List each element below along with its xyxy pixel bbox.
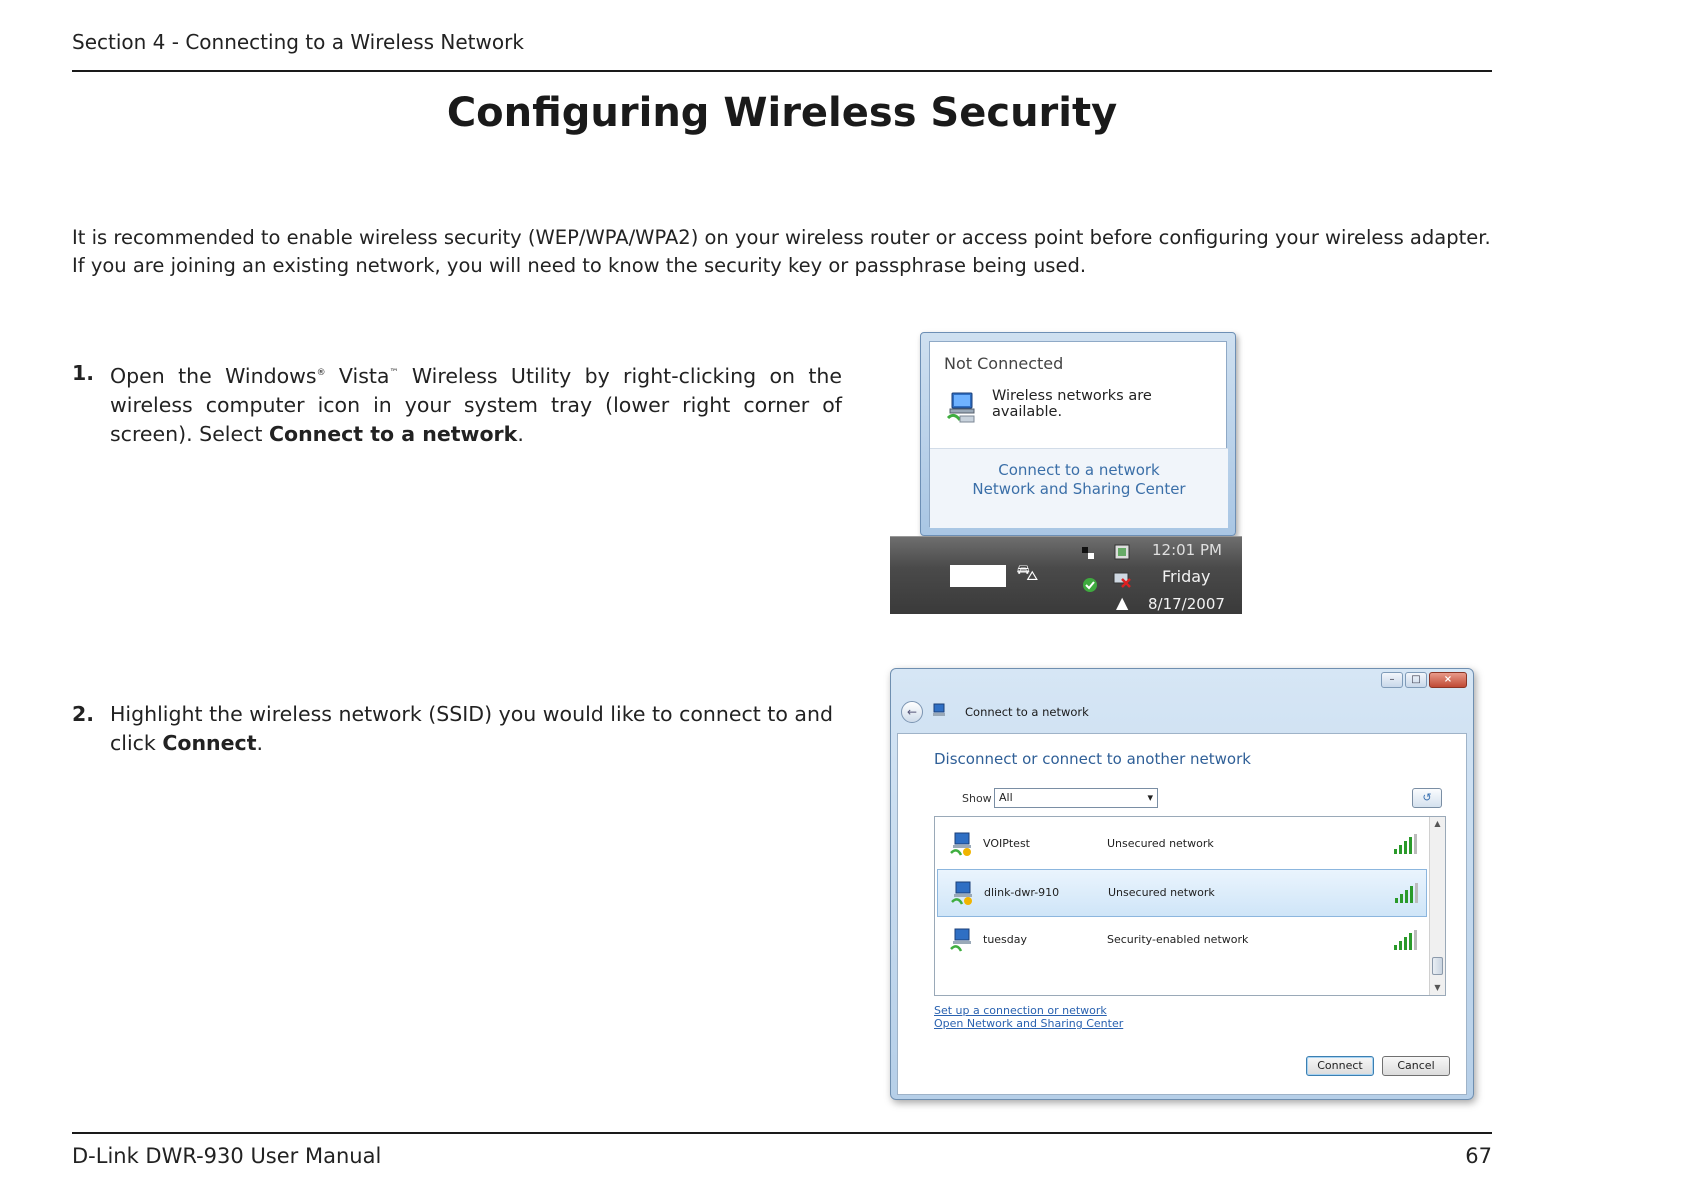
wireless-network-icon <box>949 927 975 953</box>
intro-line-1: It is recommended to enable wireless security (WEP/WPA/WPA2) on your wireless router or access point before configuring your wireless adapter. <box>72 226 1491 249</box>
network-icon <box>944 390 980 426</box>
taskbar <box>890 536 1242 614</box>
back-button[interactable]: ← <box>901 701 923 723</box>
popup-links <box>930 448 1228 528</box>
wireless-network-icon <box>950 880 976 906</box>
dialog-heading: Disconnect or connect to another network <box>934 750 1251 768</box>
network-security: Unsecured network <box>1108 886 1215 899</box>
close-button[interactable]: × <box>1429 672 1467 688</box>
popup-message: Wireless networks are available. <box>992 388 1152 420</box>
step-text: Open the Windows® Vista™ Wireless Utility by right-clicking on the wireless computer icon in your system tray (lower right corner of screen). Select Connect to a network. <box>110 363 842 446</box>
power-plug-icon[interactable]: ⛍ <box>1016 561 1039 586</box>
network-row-voiptest[interactable] <box>937 821 1427 869</box>
security-shield-icon[interactable] <box>1080 573 1100 593</box>
scroll-down-icon[interactable]: ▼ <box>1434 983 1441 992</box>
step-1 <box>72 359 842 449</box>
minimize-button[interactable]: – <box>1381 672 1403 688</box>
signal-strength-icon <box>1393 833 1419 855</box>
tray-popup <box>920 332 1236 536</box>
tray-popup-screenshot <box>890 332 1242 614</box>
footer-rule <box>72 1132 1492 1134</box>
maximize-button[interactable]: □ <box>1405 672 1427 688</box>
network-warning-icon[interactable] <box>1112 569 1132 589</box>
clock-day: Friday <box>1162 567 1211 586</box>
wireless-network-icon <box>949 831 975 857</box>
network-security: Security-enabled network <box>1107 933 1249 946</box>
speaker-icon[interactable]: ▲ <box>1116 593 1129 612</box>
header-rule <box>72 70 1492 72</box>
network-ssid: VOIPtest <box>983 837 1030 850</box>
setup-connection-link[interactable]: Set up a connection or network <box>934 1004 1107 1017</box>
clock-time[interactable]: 12:01 PM <box>1152 541 1222 559</box>
network-list[interactable] <box>934 816 1446 996</box>
signal-strength-icon <box>1393 929 1419 951</box>
network-sharing-center-link[interactable]: Network and Sharing Center <box>972 480 1186 498</box>
network-ssid: dlink-dwr-910 <box>984 886 1060 899</box>
step-bold-text: Connect <box>162 731 257 755</box>
signal-strength-icon <box>1394 882 1420 904</box>
footer-manual-name: D-Link DWR-930 User Manual <box>72 1144 382 1168</box>
connect-dialog-screenshot <box>890 668 1474 1100</box>
section-header: Section 4 - Connecting to a Wireless Network <box>72 30 524 54</box>
network-row-dlink-dwr-910[interactable] <box>937 869 1427 917</box>
step-text: Highlight the wireless network (SSID) you would like to connect to and click Connect. <box>110 702 833 755</box>
step-2 <box>72 700 842 758</box>
network-security: Unsecured network <box>1107 837 1214 850</box>
open-sharing-center-link[interactable]: Open Network and Sharing Center <box>934 1017 1124 1030</box>
intro-paragraph <box>72 224 1502 280</box>
step-number: 1. <box>72 361 95 385</box>
network-small-icon <box>931 703 947 719</box>
show-filter-select[interactable]: All ▾ <box>994 788 1158 808</box>
clock-date: 8/17/2007 <box>1148 595 1225 613</box>
step-number: 2. <box>72 702 95 726</box>
step-bold-text: Connect to a network <box>268 421 518 446</box>
network-row-tuesday[interactable] <box>937 917 1427 965</box>
page-title: Configuring Wireless Security <box>446 90 1118 136</box>
cancel-button[interactable]: Cancel <box>1382 1056 1450 1076</box>
connection-status: Not Connected <box>944 354 1064 373</box>
scroll-thumb[interactable] <box>1432 957 1443 975</box>
intro-line-2: If you are joining an existing network, you will need to know the security key or passphrase being used. <box>72 254 1087 277</box>
dialog-title: Connect to a network <box>965 705 1089 719</box>
page-number: 67 <box>1465 1144 1492 1168</box>
refresh-button[interactable]: ↺ <box>1412 788 1442 808</box>
dialog-body <box>897 733 1467 1095</box>
shield-check-icon[interactable] <box>1080 545 1100 565</box>
show-label: Show <box>962 792 992 805</box>
network-ssid: tuesday <box>983 933 1028 946</box>
connect-to-network-link[interactable]: Connect to a network <box>998 461 1160 479</box>
list-scrollbar[interactable] <box>1429 817 1445 995</box>
taskbar-blank-area <box>950 565 1006 587</box>
network-status-icon[interactable] <box>1112 543 1132 563</box>
connect-button[interactable]: Connect <box>1306 1056 1374 1076</box>
window-controls <box>1381 672 1467 688</box>
scroll-up-icon[interactable]: ▲ <box>1434 819 1441 828</box>
